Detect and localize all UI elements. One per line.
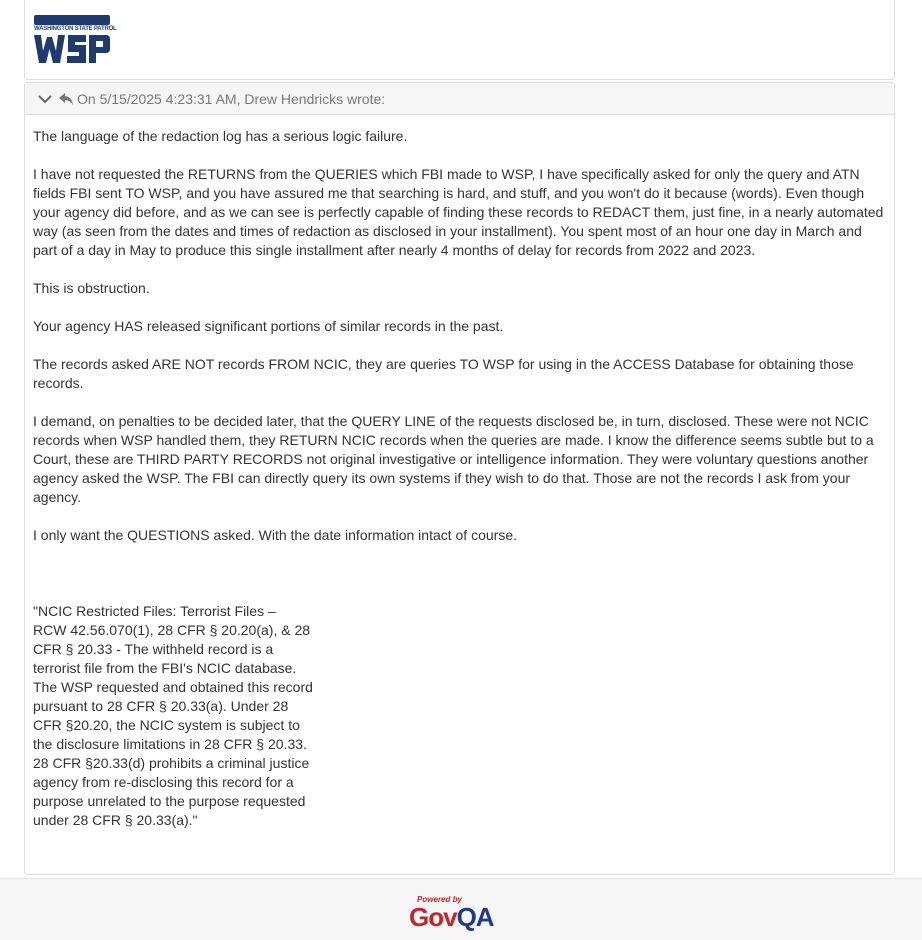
message-header[interactable] (25, 83, 894, 115)
logo-state-text: WASHINGTON STATE PATROL (34, 26, 117, 32)
chevron-down-icon[interactable] (37, 92, 53, 106)
quoted-redaction-text: "NCIC Restricted Files: Terrorist Files – RCW 42.56.070(1), 28 CFR § 20.20(a), & 28 CFR § 20.33 - The withheld record is a terrorist file from the FBI's NCIC database. The WSP requested and obtained this record pursuant to 28 CFR § 20.33(a). Under 28 CFR §20.20, the NCIC system is subject to the disclosure limitations in 28 CFR § 20.33. 28 CFR §20.33(d) prohibits a criminal justice agency from re-disclosing this record for a purpose unrelated to the purpose requested under 28 CFR § 20.33(a)." (33, 603, 313, 828)
message-paragraph: This is obstruction. (33, 280, 150, 296)
message-header-text: On 5/15/2025 4:23:31 AM, Drew Hendricks wrote: (77, 90, 386, 107)
message-paragraph: I demand, on penalties to be decided later, that the QUERY LINE of the requests disclosed be, in turn, disclosed. These were not NCIC records when WSP handled them, they RETURN NCIC records when the queries are made. I know the difference seems subtle but to a Court, these are THIRD PARTY RECORDS not original investigative or intelligence information. They were voluntary questions another agency asked the WSP. The FBI can directly query its own systems if they wish to do that. Those are not the records I ask from your agency. (33, 413, 874, 505)
message-panel (24, 82, 895, 875)
govqa-brand (409, 902, 494, 933)
message-paragraph: Your agency HAS released significant portions of similar records in the past. (33, 318, 504, 334)
blank-space (33, 564, 886, 602)
wsp-logo (34, 15, 117, 65)
message-body (25, 115, 894, 830)
govqa-brand-gov: Gov (409, 902, 457, 932)
message-paragraph: I have not requested the RETURNS from the QUERIES which FBI made to WSP, I have specifically asked for only the query and ATN fields FBI sent TO WSP, and you have assured me that searching is hard, and stuff, and you won't do it because (words). Even though your agency did before, and as we can see is perfectly capable of finding these records to REDACT them, just fine, in a nearly automated way (as seen from the dates and times of redaction as disclosed in your installment). You spent most of an hour one day in March and part of a day in May to produce this single installment after nearly 4 months of delay for records from 2022 and 2023. (33, 166, 884, 258)
message-paragraph: The language of the redaction log has a serious logic failure. (33, 128, 408, 144)
message-paragraph: I only want the QUESTIONS asked. With the date information intact of course. (33, 527, 517, 543)
govqa-brand-qa: QA (456, 902, 494, 932)
agency-logo-panel (24, 0, 895, 80)
powered-by-text: Powered by (417, 895, 462, 904)
govqa-logo[interactable] (409, 895, 511, 931)
message-paragraph: The records asked ARE NOT records FROM NCIC, they are queries TO WSP for using in the ACCESS Database for obtaining those records. (33, 356, 854, 391)
wsp-logo-mark (34, 15, 117, 65)
footer (0, 878, 922, 940)
reply-icon (59, 93, 73, 105)
